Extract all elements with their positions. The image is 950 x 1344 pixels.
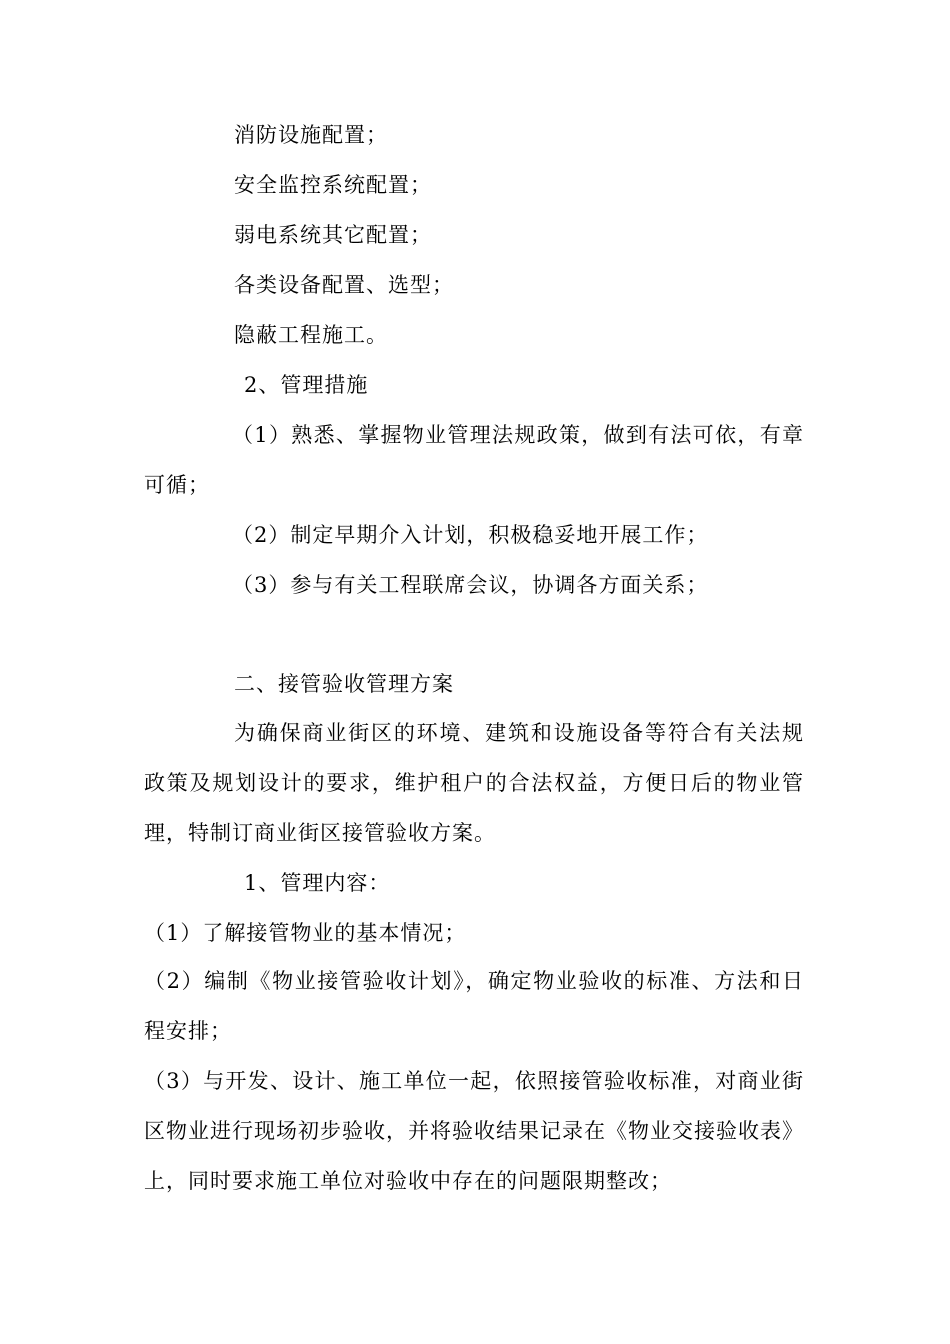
section-heading: 2、管理措施 (244, 373, 369, 397)
content-item: （1）了解接管物业的基本情况； (144, 921, 467, 945)
measure-item: （2）制定早期介入计划，积极稳妥地开展工作； (232, 523, 709, 547)
chapter-heading: 二、接管验收管理方案 (234, 672, 454, 696)
measure-item: （3）参与有关工程联席会议，协调各方面关系； (232, 573, 709, 597)
list-item: 各类设备配置、选型； (234, 273, 454, 297)
content-item: （3）与开发、设计、施工单位一起，依照接管验收标准，对商业街区物业进行现场初步验收，并将验收结果记录在《物业交接验收表》上，同时要求施工单位对验收中存在的问题限期整改； (144, 1069, 804, 1193)
intro-paragraph: 为确保商业街区的环境、建筑和设施设备等符合有关法规政策及规划设计的要求，维护租户的合法权益，方便日后的物业管理，特制订商业街区接管验收方案。 (144, 721, 804, 845)
list-item: 隐蔽工程施工。 (234, 323, 388, 347)
list-item: 消防设施配置； (234, 123, 388, 147)
list-item: 安全监控系统配置； (234, 173, 432, 197)
measure-item: （1）熟悉、掌握物业管理法规政策，做到有法可依，有章可循； (144, 423, 804, 497)
list-item: 弱电系统其它配置； (234, 223, 432, 247)
content-item: （2）编制《物业接管验收计划》，确定物业验收的标准、方法和日程安排； (144, 969, 804, 1043)
content-heading: 1、管理内容： (244, 871, 391, 895)
